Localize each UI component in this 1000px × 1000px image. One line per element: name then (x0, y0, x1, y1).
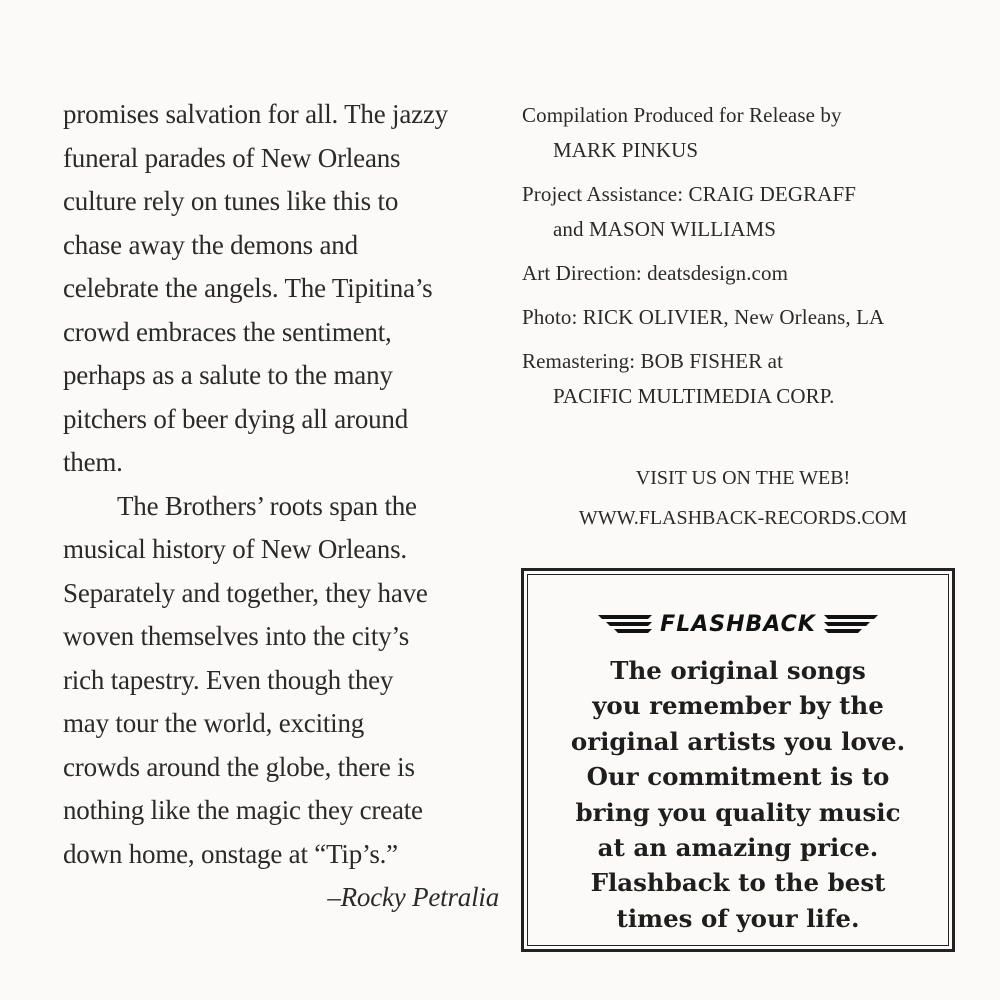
web-url: WWW.FLASHBACK-RECORDS.COM (578, 507, 908, 529)
credit-line: Photo: RICK OLIVIER, New Orleans, LA (522, 305, 885, 329)
promo-line: at an amazing price. (597, 833, 879, 863)
promo-line: original artists you love. (570, 726, 906, 756)
essay-line: them. (63, 447, 123, 477)
essay-line: The Brothers’ roots span the (117, 490, 417, 521)
essay-line: promises salvation for all. The jazzy (63, 99, 448, 129)
essay-line: rich tapestry. Even though they (63, 664, 394, 695)
promo-line: Our commitment is to (586, 762, 890, 792)
credit-photo (522, 300, 972, 335)
essay-line: funeral parades of New Orleans (63, 142, 401, 173)
essay-line: pitchers of beer dying all around (63, 403, 409, 434)
promo-line: times of your life. (616, 903, 860, 933)
credit-assistance (522, 177, 972, 247)
credit-line: Remastering: BOB FISHER at (522, 349, 784, 373)
promo-line: you remember by the (592, 691, 884, 721)
credit-producer (522, 98, 972, 168)
credit-line: Compilation Produced for Release by (522, 103, 842, 127)
essay-line: chase away the demons and (63, 229, 358, 260)
liner-notes-essay (63, 93, 503, 920)
essay-line: down home, onstage at “Tip’s.” (63, 838, 398, 869)
essay-line: crowd embraces the sentiment, (63, 316, 392, 347)
web-callout (522, 458, 964, 538)
speed-lines-right-icon (822, 613, 880, 635)
credit-line: and MASON WILLIAMS (553, 217, 777, 241)
credit-line: MARK PINKUS (553, 138, 699, 162)
essay-line: nothing like the magic they create (63, 795, 423, 825)
promo-line: Flashback to the best (590, 868, 886, 898)
credit-line: Art Direction: deatsdesign.com (522, 261, 789, 285)
essay-line: may tour the world, exciting (63, 708, 365, 738)
essay-line: musical history of New Orleans. (63, 534, 407, 564)
credit-line: Project Assistance: CRAIG DEGRAFF (522, 182, 857, 206)
essay-author: –Rocky Petralia (327, 882, 499, 912)
essay-line: Separately and together, they have (63, 577, 428, 608)
essay-line: woven themselves into the city’s (63, 621, 410, 651)
logo-text: FLASHBACK (660, 611, 816, 637)
essay-line: culture rely on tunes like this to (63, 186, 399, 216)
promo-inner-border (527, 574, 949, 946)
essay-line: celebrate the angels. The Tipitina’s (63, 273, 433, 303)
promo-message (528, 653, 948, 936)
credit-remastering (522, 344, 972, 414)
essay-line: perhaps as a salute to the many (63, 360, 393, 390)
promo-line: The original songs (610, 656, 866, 685)
flashback-promo-box (521, 568, 955, 952)
essay-line: crowds around the globe, there is (63, 751, 415, 782)
flashback-logo (528, 609, 948, 639)
credit-art-direction (522, 256, 972, 291)
credit-line: PACIFIC MULTIMEDIA CORP. (553, 384, 835, 408)
speed-lines-left-icon (596, 613, 654, 635)
web-visit-text: VISIT US ON THE WEB! (635, 467, 851, 489)
promo-line: bring you quality music (575, 797, 901, 827)
credits-list (522, 98, 972, 423)
